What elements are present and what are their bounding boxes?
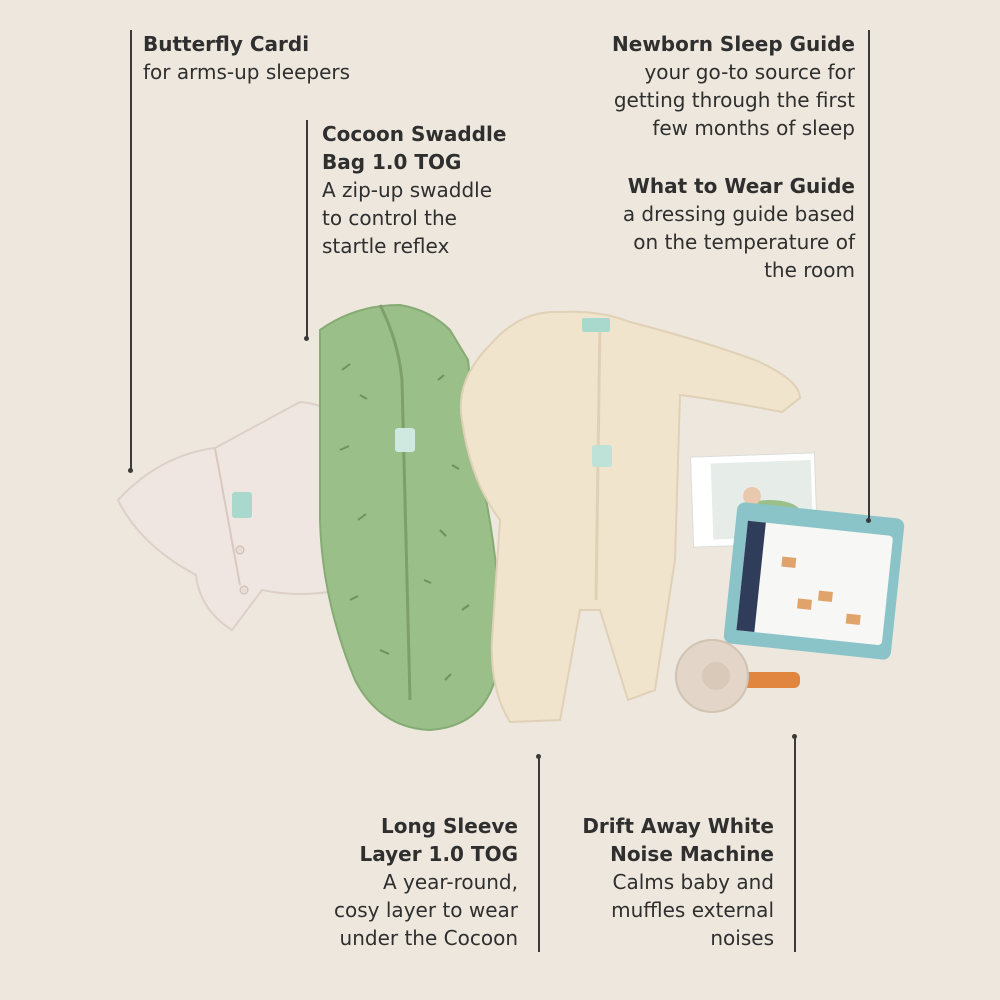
what-to-wear-guide-title: What to Wear Guide — [627, 174, 855, 198]
cardi-callout-line — [130, 30, 132, 470]
noise-callout-line — [794, 736, 796, 952]
butterfly-cardi-title: Butterfly Cardi — [143, 32, 310, 56]
long-sleeve-layer-callout — [334, 812, 518, 952]
drift-away-callout — [582, 812, 774, 952]
drift-away-title-1: Drift Away White — [582, 814, 774, 838]
butterfly-cardi-image — [118, 402, 348, 630]
cocoon-swaddle-title-1: Cocoon Swaddle — [322, 122, 507, 146]
long-sleeve-layer-title-1: Long Sleeve — [381, 814, 518, 838]
what-to-wear-guide-desc-1: a dressing guide based — [622, 202, 855, 226]
drift-away-desc-1: Calms baby and — [612, 870, 774, 894]
drift-away-desc-3: noises — [710, 926, 774, 950]
cocoon-swaddle-callout — [322, 120, 506, 260]
long-sleeve-layer-title-2: Layer 1.0 TOG — [359, 842, 518, 866]
cardi-callout-dot — [128, 468, 133, 473]
newborn-sleep-guide-callout — [612, 30, 855, 142]
cocoon-swaddle-desc-3: startle reflex — [322, 234, 450, 258]
long-sleeve-layer-desc-1: A year-round, — [382, 870, 518, 894]
newborn-sleep-guide-desc-3: few months of sleep — [652, 116, 855, 140]
cocoon-swaddle-desc-1: A zip-up swaddle — [322, 178, 493, 202]
cocoon-callout-dot — [304, 336, 309, 341]
newborn-sleep-guide-desc-2: getting through the first — [613, 88, 855, 112]
cocoon-swaddle-title-2: Bag 1.0 TOG — [322, 150, 462, 174]
newborn-sleep-guide-desc-1: your go-to source for — [644, 60, 855, 84]
layer-tag-icon — [592, 445, 612, 467]
cocoon-tag-icon — [395, 428, 415, 452]
drift-away-desc-2: muffles external — [611, 898, 774, 922]
cardi-tag-icon — [232, 492, 252, 518]
noise-callout-dot — [792, 734, 797, 739]
what-to-wear-guide-callout — [623, 172, 855, 284]
what-to-wear-guide-desc-3: the room — [764, 258, 855, 282]
cocoon-callout-line — [306, 120, 308, 338]
layer-callout-line — [538, 756, 540, 952]
cocoon-swaddle-desc-2: to control the — [322, 206, 457, 230]
guides-callout-dot — [866, 518, 871, 523]
newborn-sleep-guide-title: Newborn Sleep Guide — [612, 32, 855, 56]
drift-away-title-2: Noise Machine — [610, 842, 774, 866]
wear-guide-card-image — [723, 502, 905, 661]
long-sleeve-layer-desc-3: under the Cocoon — [339, 926, 518, 950]
long-sleeve-layer-desc-2: cosy layer to wear — [334, 898, 518, 922]
butterfly-cardi-callout — [143, 30, 350, 86]
butterfly-cardi-desc: for arms-up sleepers — [143, 60, 351, 84]
white-noise-machine-image — [676, 640, 800, 712]
guides-callout-line — [868, 30, 870, 520]
what-to-wear-guide-desc-2: on the temperature of — [633, 230, 855, 254]
layer-callout-dot — [536, 754, 541, 759]
